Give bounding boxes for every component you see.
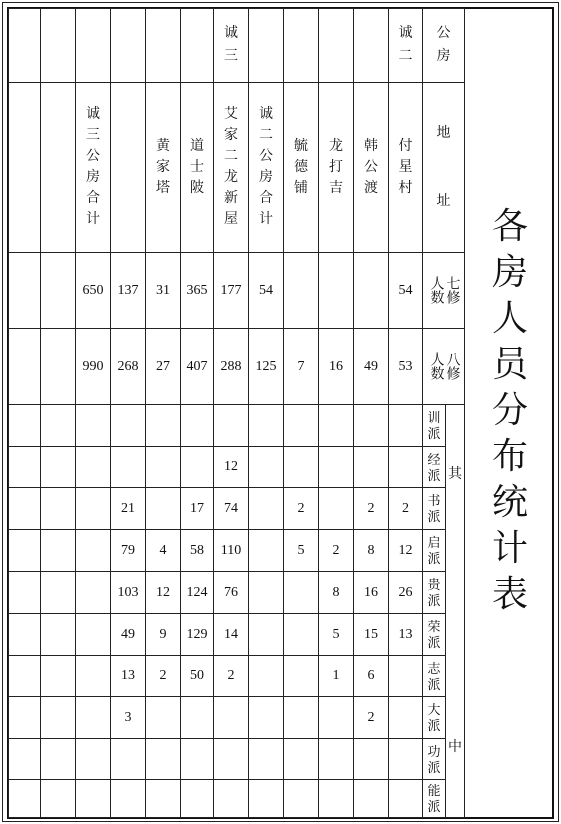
branch-value-cell: 8 — [318, 571, 353, 613]
total-value-cell: 49 — [353, 328, 388, 404]
branch-label-cell — [422, 613, 445, 655]
place-label — [399, 140, 413, 196]
branch-label — [427, 620, 440, 649]
branch-value-cell: 21 — [110, 487, 145, 529]
branch-value-cell: 103 — [110, 571, 145, 613]
total-value-cell: 288 — [213, 328, 248, 404]
branch-value-cell — [40, 613, 75, 655]
glyph: 派 — [427, 551, 441, 566]
branch-value-cell — [318, 404, 353, 446]
glyph: 派 — [427, 718, 441, 733]
glyph: 家 — [156, 159, 170, 175]
glyph: 二 — [259, 128, 273, 143]
branch-value-cell — [283, 696, 318, 738]
glyph: 诚 — [259, 107, 273, 122]
place-header-cell — [75, 82, 110, 252]
glyph: 员 — [492, 344, 529, 384]
glyph: 付 — [398, 138, 413, 154]
branch-value-cell — [40, 446, 75, 487]
glyph: 房 — [436, 49, 451, 64]
glyph: 功 — [427, 743, 441, 759]
branch-value-cell — [75, 613, 110, 655]
branch-value-cell: 2 — [318, 529, 353, 571]
total-value-cell: 7 — [283, 328, 318, 404]
branch-value-cell — [318, 487, 353, 529]
total-value-cell: 407 — [180, 328, 213, 404]
place-header-cell — [318, 82, 353, 252]
place-label — [224, 108, 238, 227]
branch-value-cell — [283, 571, 318, 613]
group-header-cell — [318, 8, 353, 82]
branch-value-cell — [75, 404, 110, 446]
branch-value-cell — [283, 655, 318, 696]
branch-label — [427, 536, 440, 565]
branch-value-cell — [353, 779, 388, 817]
branch-value-cell: 2 — [388, 487, 422, 529]
branch-value-cell: 2 — [353, 696, 388, 738]
place-label — [86, 108, 100, 227]
branch-label-cell — [422, 404, 445, 446]
glyph: 韩 — [364, 138, 378, 154]
glyph: 公 — [86, 149, 100, 164]
branch-value-cell — [283, 404, 318, 446]
glyph: 村 — [398, 180, 413, 196]
glyph: 合 — [86, 191, 100, 206]
branch-label-cell — [422, 446, 445, 487]
total-value-cell: 990 — [75, 328, 110, 404]
branch-value-cell: 124 — [180, 571, 213, 613]
branch-value-cell — [213, 696, 248, 738]
branch-value-cell — [318, 738, 353, 779]
branch-label-cell — [422, 655, 445, 696]
total-value-cell: 177 — [213, 252, 248, 328]
branch-value-cell — [353, 446, 388, 487]
address-header-cell — [422, 82, 464, 252]
branch-value-cell — [8, 446, 40, 487]
branch-value-cell: 58 — [180, 529, 213, 571]
glyph: 诚 — [224, 26, 238, 41]
glyph: 房 — [86, 170, 100, 185]
glyph: 合 — [259, 191, 273, 206]
branch-value-cell — [248, 529, 283, 571]
branch-value-cell — [75, 446, 110, 487]
branch-value-cell — [318, 446, 353, 487]
branch-value-cell — [75, 571, 110, 613]
glyph: 能 — [427, 783, 441, 798]
branch-value-cell — [40, 529, 75, 571]
branch-value-cell — [248, 446, 283, 487]
branch-label-cell — [422, 487, 445, 529]
group-header-cell — [40, 8, 75, 82]
glyph: 计 — [86, 212, 100, 227]
place-label — [294, 140, 308, 196]
branch-value-cell — [40, 655, 75, 696]
branch-value-cell — [180, 696, 213, 738]
branch-label-cell — [422, 529, 445, 571]
branch-value-cell — [180, 779, 213, 817]
glyph: 各 — [492, 206, 529, 246]
total-label-cell — [422, 252, 464, 328]
group-header-cell — [248, 8, 283, 82]
place-header-cell — [180, 82, 213, 252]
branch-value-cell: 5 — [283, 529, 318, 571]
branch-value-cell: 49 — [110, 613, 145, 655]
branch-value-cell — [8, 738, 40, 779]
branch-value-cell — [388, 779, 422, 817]
branch-value-cell — [8, 779, 40, 817]
branch-value-cell — [213, 779, 248, 817]
glyph: 毓 — [294, 138, 308, 154]
total-value-cell: 31 — [145, 252, 180, 328]
branch-value-cell: 76 — [213, 571, 248, 613]
glyph: 大 — [427, 702, 441, 717]
place-header-cell — [40, 82, 75, 252]
branch-value-cell — [75, 779, 110, 817]
branch-label — [427, 494, 440, 523]
group-header-cell — [283, 8, 318, 82]
branch-value-cell — [388, 404, 422, 446]
glyph: 经 — [427, 451, 441, 467]
branch-value-cell — [248, 571, 283, 613]
branch-label — [427, 703, 440, 732]
glyph: 新 — [224, 191, 238, 206]
branch-value-cell — [75, 738, 110, 779]
glyph: 黄 — [156, 138, 170, 154]
glyph: 士 — [190, 159, 204, 175]
branch-value-cell: 50 — [180, 655, 213, 696]
glyph: 地 — [436, 125, 451, 141]
glyph: 中 — [448, 739, 462, 755]
total-value-cell — [283, 252, 318, 328]
place-label — [259, 108, 273, 227]
branch-value-cell — [283, 738, 318, 779]
branch-value-cell: 5 — [318, 613, 353, 655]
branch-value-cell — [283, 446, 318, 487]
glyph: 分 — [492, 390, 529, 430]
place-header-cell — [213, 82, 248, 252]
branch-value-cell — [388, 738, 422, 779]
glyph: 道 — [190, 138, 204, 154]
breakdown-group-cell — [445, 404, 464, 817]
glyph: 三 — [224, 49, 238, 64]
glyph: 表 — [492, 574, 529, 614]
branch-value-cell — [353, 738, 388, 779]
total-value-cell: 268 — [110, 328, 145, 404]
title-text — [492, 208, 528, 612]
glyph: 渡 — [364, 180, 378, 196]
branch-value-cell — [388, 696, 422, 738]
address-header-cell — [422, 8, 464, 82]
glyph: 艾 — [224, 107, 238, 122]
place-header-cell — [248, 82, 283, 252]
branch-value-cell: 15 — [353, 613, 388, 655]
branch-value-cell — [110, 779, 145, 817]
branch-value-cell — [145, 404, 180, 446]
branch-value-cell — [283, 779, 318, 817]
branch-value-cell — [40, 404, 75, 446]
glyph: 星 — [398, 159, 413, 175]
branch-value-cell: 4 — [145, 529, 180, 571]
branch-value-cell — [180, 404, 213, 446]
glyph: 龙 — [329, 138, 343, 154]
group-header-cell — [75, 8, 110, 82]
total-value-cell — [8, 328, 40, 404]
branch-value-cell — [40, 571, 75, 613]
total-value-cell: 650 — [75, 252, 110, 328]
group-header-cell — [145, 8, 180, 82]
glyph: 塔 — [156, 180, 170, 196]
glyph: 陂 — [190, 180, 204, 196]
branch-value-cell — [248, 779, 283, 817]
branch-value-cell: 1 — [318, 655, 353, 696]
group-header-cell — [110, 8, 145, 82]
branch-value-cell — [248, 613, 283, 655]
branch-value-cell — [248, 696, 283, 738]
branch-value-cell: 2 — [213, 655, 248, 696]
branch-value-cell — [8, 571, 40, 613]
branch-value-cell: 2 — [283, 487, 318, 529]
branch-value-cell — [248, 487, 283, 529]
branch-value-cell: 13 — [110, 655, 145, 696]
group-label — [399, 27, 413, 64]
branch-value-cell: 14 — [213, 613, 248, 655]
branch-value-cell — [248, 655, 283, 696]
branch-value-cell: 16 — [353, 571, 388, 613]
branch-value-cell — [8, 487, 40, 529]
place-header-cell — [145, 82, 180, 252]
branch-value-cell — [8, 655, 40, 696]
total-value-cell — [353, 252, 388, 328]
branch-value-cell — [388, 655, 422, 696]
glyph: 家 — [224, 128, 238, 143]
branch-value-cell — [318, 696, 353, 738]
place-header-cell — [8, 82, 40, 252]
branch-label-cell — [422, 571, 445, 613]
glyph: 启 — [427, 535, 441, 550]
total-value-cell: 16 — [318, 328, 353, 404]
branch-value-cell — [145, 696, 180, 738]
branch-value-cell: 79 — [110, 529, 145, 571]
glyph: 房 — [492, 252, 529, 292]
glyph: 书 — [427, 493, 441, 508]
glyph: 诚 — [86, 107, 100, 122]
glyph: 布 — [492, 436, 529, 476]
place-header-cell — [388, 82, 422, 252]
table-title — [492, 208, 528, 612]
address-label-top — [437, 27, 451, 64]
glyph: 公 — [364, 159, 378, 175]
branch-value-cell: 26 — [388, 571, 422, 613]
total-value-cell: 137 — [110, 252, 145, 328]
glyph: 派 — [427, 759, 441, 775]
group-header-cell — [213, 8, 248, 82]
branch-value-cell: 3 — [110, 696, 145, 738]
glyph: 公 — [259, 149, 273, 164]
branch-value-cell — [145, 738, 180, 779]
place-label — [190, 140, 204, 196]
branch-value-cell: 110 — [213, 529, 248, 571]
glyph: 二 — [224, 149, 238, 164]
place-label — [156, 140, 170, 196]
branch-value-cell — [75, 655, 110, 696]
glyph: 吉 — [329, 180, 343, 196]
glyph: 荣 — [427, 619, 441, 634]
branch-value-cell — [248, 738, 283, 779]
branch-value-cell — [213, 404, 248, 446]
glyph: 派 — [427, 593, 441, 608]
place-label — [329, 140, 343, 196]
glyph: 三 — [86, 128, 100, 143]
total-value-cell — [318, 252, 353, 328]
branch-value-cell — [180, 446, 213, 487]
glyph: 派 — [427, 426, 441, 441]
branch-value-cell — [145, 779, 180, 817]
glyph: 派 — [427, 467, 441, 483]
branch-label — [427, 411, 440, 440]
branch-value-cell — [180, 738, 213, 779]
breakdown-label — [448, 468, 462, 755]
branch-value-cell — [353, 404, 388, 446]
glyph: 贵 — [427, 577, 441, 592]
glyph: 计 — [492, 528, 529, 568]
total-value-cell — [40, 252, 75, 328]
address-label-bottom — [437, 127, 451, 209]
place-header-cell — [283, 82, 318, 252]
glyph: 打 — [329, 159, 343, 175]
branch-value-cell: 12 — [213, 446, 248, 487]
branch-value-cell: 13 — [388, 613, 422, 655]
branch-value-cell — [75, 529, 110, 571]
branch-value-cell — [145, 446, 180, 487]
total-value-cell: 125 — [248, 328, 283, 404]
place-label — [364, 140, 378, 196]
glyph: 派 — [427, 635, 441, 650]
branch-value-cell: 12 — [388, 529, 422, 571]
group-header-cell — [8, 8, 40, 82]
glyph: 诚 — [398, 26, 413, 41]
branch-label — [427, 662, 440, 691]
branch-label — [427, 745, 440, 774]
branch-value-cell: 6 — [353, 655, 388, 696]
branch-value-cell — [75, 487, 110, 529]
branch-value-cell — [40, 738, 75, 779]
total-value-cell: 27 — [145, 328, 180, 404]
branch-value-cell: 9 — [145, 613, 180, 655]
branch-label — [427, 578, 440, 607]
branch-value-cell — [75, 696, 110, 738]
branch-value-cell: 2 — [145, 655, 180, 696]
group-header-cell — [180, 8, 213, 82]
branch-value-cell — [8, 404, 40, 446]
branch-value-cell — [145, 487, 180, 529]
branch-value-cell — [8, 613, 40, 655]
glyph: 其 — [448, 466, 462, 482]
glyph: 屋 — [224, 212, 238, 227]
total-label-cell — [422, 328, 464, 404]
glyph: 房 — [259, 170, 273, 185]
glyph: 二 — [398, 49, 413, 64]
branch-label — [427, 453, 440, 482]
group-header-cell — [353, 8, 388, 82]
branch-value-cell: 2 — [353, 487, 388, 529]
glyph: 铺 — [294, 180, 308, 196]
branch-value-cell — [213, 738, 248, 779]
branch-value-cell — [318, 779, 353, 817]
glyph: 计 — [259, 212, 273, 227]
branch-value-cell — [283, 613, 318, 655]
glyph: 训 — [427, 410, 441, 425]
branch-label-cell — [422, 779, 445, 817]
branch-value-cell — [248, 404, 283, 446]
glyph: 志 — [427, 660, 441, 676]
place-header-cell — [353, 82, 388, 252]
glyph: 人 — [492, 298, 529, 338]
branch-value-cell — [110, 446, 145, 487]
branch-value-cell: 74 — [213, 487, 248, 529]
total-value-cell — [8, 252, 40, 328]
distribution-table — [8, 8, 465, 818]
glyph: 址 — [436, 193, 451, 209]
branch-value-cell — [8, 529, 40, 571]
place-header-cell — [110, 82, 145, 252]
branch-value-cell: 17 — [180, 487, 213, 529]
group-label — [224, 27, 238, 64]
branch-label — [427, 784, 440, 813]
branch-value-cell: 12 — [145, 571, 180, 613]
glyph: 龙 — [224, 170, 238, 185]
total-value-cell: 53 — [388, 328, 422, 404]
glyph: 派 — [427, 799, 441, 814]
branch-label-cell — [422, 696, 445, 738]
glyph: 派 — [427, 509, 441, 524]
total-label: 八修人数 — [428, 351, 460, 380]
branch-value-cell — [110, 738, 145, 779]
group-header-cell — [388, 8, 422, 82]
branch-label-cell — [422, 738, 445, 779]
branch-value-cell: 8 — [353, 529, 388, 571]
glyph: 统 — [492, 482, 529, 522]
total-value-cell — [40, 328, 75, 404]
glyph: 派 — [427, 676, 441, 692]
branch-value-cell — [110, 404, 145, 446]
total-value-cell: 365 — [180, 252, 213, 328]
total-value-cell: 54 — [388, 252, 422, 328]
branch-value-cell — [388, 446, 422, 487]
branch-value-cell — [40, 696, 75, 738]
total-value-cell: 54 — [248, 252, 283, 328]
branch-value-cell: 129 — [180, 613, 213, 655]
branch-value-cell — [8, 696, 40, 738]
branch-value-cell — [40, 779, 75, 817]
total-label: 七修人数 — [428, 275, 460, 304]
glyph: 德 — [294, 159, 308, 175]
branch-value-cell — [40, 487, 75, 529]
glyph: 公 — [436, 26, 451, 41]
